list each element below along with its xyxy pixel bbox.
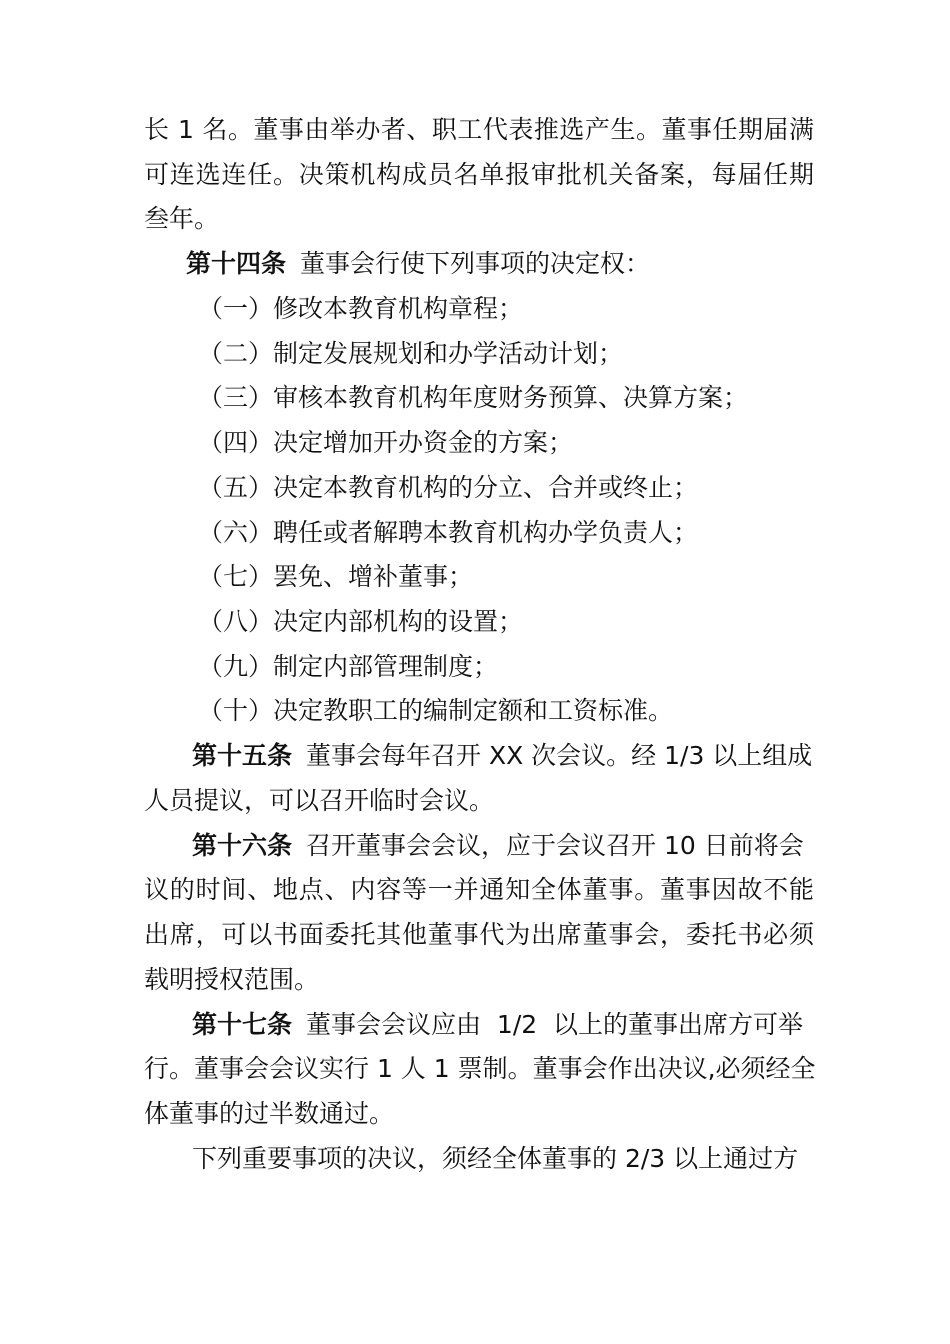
- paragraph-line: 出席，可以书面委托其他董事代为出席董事会，委托书必须: [144, 920, 814, 949]
- article-16-heading-line: [192, 828, 814, 864]
- list-item: （六）聘任或者解聘本教育机构办学负责人；: [198, 518, 699, 547]
- paragraph-line: 行。董事会会议实行 1 人 1 票制。董事会作出决议,必须经全: [144, 1054, 816, 1083]
- article-15-heading-line: [192, 738, 814, 774]
- list-item: （九）制定内部管理制度；: [198, 652, 499, 681]
- article-label: 第十五条: [192, 741, 293, 770]
- list-item: （一）修改本教育机构章程；: [198, 294, 524, 323]
- list-item: （三）审核本教育机构年度财务预算、决算方案；: [198, 383, 749, 412]
- paragraph-line: 叁年。: [144, 204, 220, 233]
- article-label: 第十四条: [186, 249, 287, 278]
- list-item: （七）罢免、增补董事；: [198, 562, 474, 591]
- list-item: （十）决定教职工的编制定额和工资标准。: [198, 696, 674, 725]
- paragraph-line: 人员提议，可以召开临时会议。: [144, 786, 495, 815]
- article-17-heading-line: [192, 1007, 814, 1043]
- paragraph-line: 长 1 名。董事由举办者、职工代表推选产生。董事任期届满: [144, 115, 814, 144]
- paragraph-line: 载明授权范围。: [144, 965, 320, 994]
- list-item: （八）决定内部机构的设置；: [198, 607, 524, 636]
- paragraph-line: 下列重要事项的决议，须经全体董事的 2/3 以上通过方: [192, 1144, 799, 1173]
- article-14-heading-line: [186, 246, 856, 282]
- paragraph-line: 可连选连任。决策机构成员名单报审批机关备案，每届任期: [144, 160, 814, 189]
- list-item: （二）制定发展规划和办学活动计划；: [198, 339, 624, 368]
- article-text: 董事会会议应由 1/2 以上的董事出席方可举: [306, 1010, 804, 1039]
- paragraph-line: 议的时间、地点、内容等一并通知全体董事。董事因故不能: [144, 875, 814, 904]
- article-text: 董事会每年召开 XX 次会议。经 1/3 以上组成: [306, 741, 813, 770]
- article-text: 董事会行使下列事项的决定权：: [300, 249, 651, 278]
- article-text: 召开董事会会议，应于会议召开 10 日前将会: [306, 831, 804, 860]
- list-item: （四）决定增加开办资金的方案；: [198, 428, 574, 457]
- article-label: 第十七条: [192, 1010, 293, 1039]
- paragraph-line: 体董事的过半数通过。: [144, 1099, 395, 1128]
- article-label: 第十六条: [192, 831, 293, 860]
- list-item: （五）决定本教育机构的分立、合并或终止；: [198, 473, 699, 502]
